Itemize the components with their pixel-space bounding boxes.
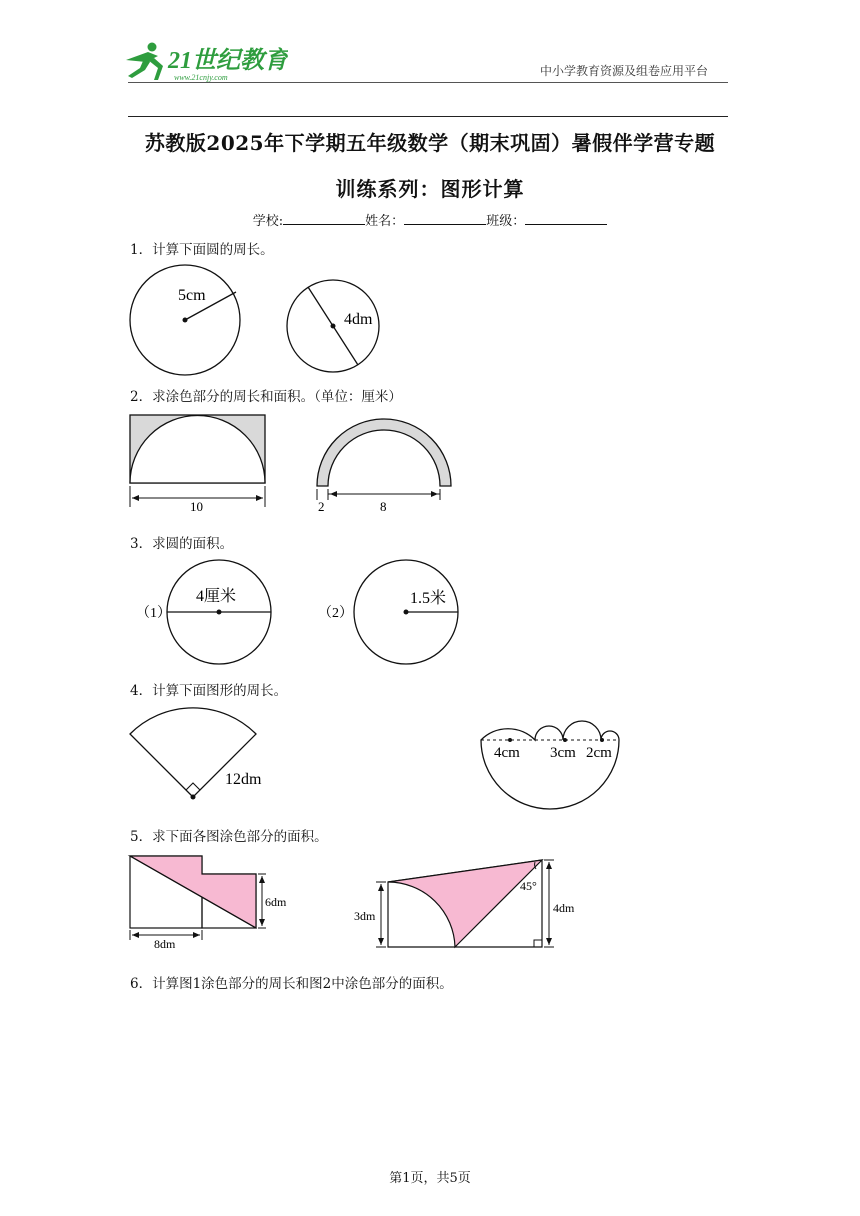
page-title-line1: 苏教版2025年下学期五年级数学（期末巩固）暑假伴学营专题 [144, 131, 716, 155]
logo-url: www.21cnjy.com [174, 73, 228, 82]
q2-figures [120, 405, 470, 517]
school-label: 学校: [252, 214, 284, 229]
q5-label-6dm: 6dm [265, 895, 287, 909]
q1-circle-radius [130, 265, 240, 375]
runner-icon [126, 43, 163, 81]
q1-circle-diameter [287, 280, 379, 372]
q5-label-4dm: 4dm [553, 901, 575, 915]
q1-figures [120, 260, 400, 380]
q5-label-45deg: 45° [520, 879, 537, 893]
q2-rect-semicircle [130, 415, 265, 514]
question-4: 4．计算下面图形的周长。 [130, 683, 288, 699]
q3-circle-diameter [167, 560, 271, 664]
logo-text: 21世纪教育 [168, 48, 288, 74]
q4-arc-shape [481, 721, 619, 809]
header-rule [128, 82, 728, 83]
q3-label-1-5m: 1.5米 [410, 590, 447, 607]
class-blank[interactable] [525, 212, 607, 225]
q5-label-3dm: 3dm [354, 909, 376, 923]
site-logo [118, 40, 288, 84]
question-1: 1．计算下面圆的周长。 [130, 242, 274, 258]
q3-label-1: （1） [136, 606, 171, 621]
school-blank[interactable] [283, 212, 365, 225]
q5-trapezoid [354, 860, 575, 947]
q5-squares [130, 856, 287, 951]
q2-label-2: 2 [318, 499, 325, 514]
name-label: 姓名： [365, 214, 405, 229]
student-info-line [100, 210, 760, 229]
question-2: 2．求涂色部分的周长和面积。（单位：厘米） [130, 389, 402, 405]
class-label: 班级： [486, 214, 526, 229]
q4-figures [120, 700, 630, 815]
question-5: 5．求下面各图涂色部分的面积。 [130, 829, 328, 845]
q5-figures [120, 850, 590, 952]
q4-label-3cm: 3cm [550, 745, 576, 761]
q2-label-8: 8 [380, 499, 387, 514]
q4-label-4cm: 4cm [494, 745, 520, 761]
q4-sector [130, 708, 262, 800]
q1-label-4dm: 4dm [344, 311, 373, 328]
q3-label-4cm: 4厘米 [196, 588, 237, 605]
title-rule [128, 116, 728, 117]
q3-figures [120, 555, 470, 670]
page-footer: 第1页，共5页 [389, 1171, 471, 1186]
q3-circle-radius [354, 560, 458, 664]
q3-label-2: （2） [318, 606, 353, 621]
q2-ring [317, 419, 451, 514]
site-name: 中小学教育资源及组卷应用平台 [540, 64, 709, 78]
q4-label-2cm: 2cm [586, 745, 612, 761]
name-blank[interactable] [404, 212, 486, 225]
q2-label-10: 10 [190, 499, 203, 514]
page-title-line2: 训练系列：图形计算 [335, 177, 525, 201]
question-6: 6．计算图1涂色部分的周长和图2中涂色部分的面积。 [130, 976, 453, 992]
q5-label-8dm: 8dm [154, 937, 176, 951]
q4-label-12dm: 12dm [225, 771, 262, 788]
q1-label-5cm: 5cm [178, 287, 206, 304]
question-3: 3．求圆的面积。 [130, 536, 234, 552]
